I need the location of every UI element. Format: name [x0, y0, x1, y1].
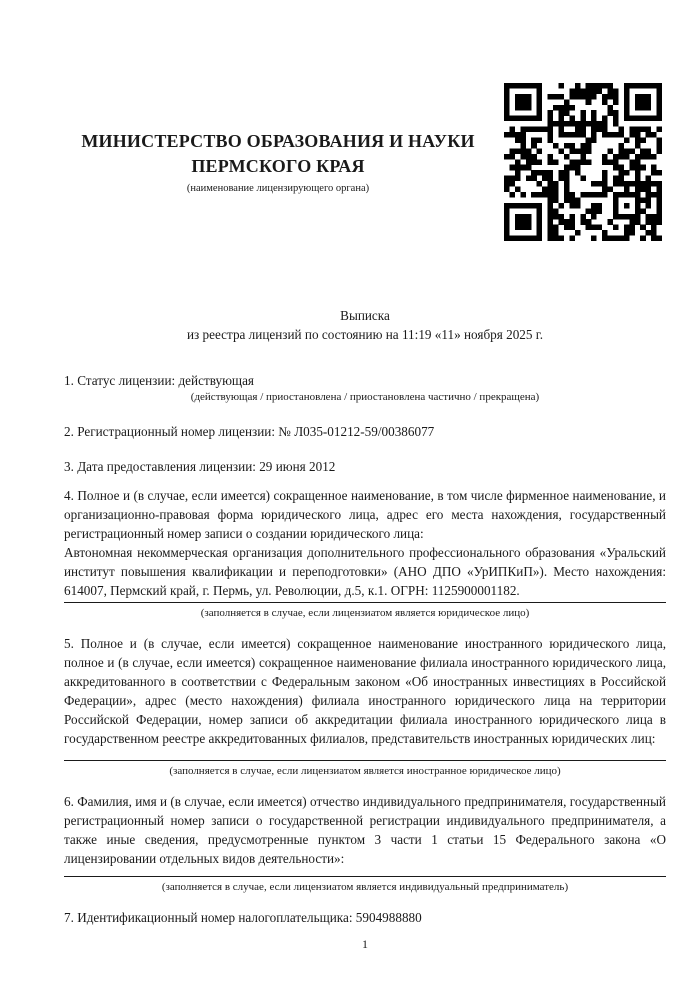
page-number: 1 — [362, 937, 368, 951]
entrepreneur-note: (заполняется в случае, если лицензиатом является индивидуальный предприниматель) — [161, 881, 569, 893]
entrepreneur-rule — [64, 876, 666, 877]
grant-date-line: 3. Дата предоставления лицензии: 29 июня 2012 — [64, 459, 336, 474]
foreign-entity-note: (заполняется в случае, если лицензиатом является иностранное юридическое лицо) — [169, 765, 561, 777]
legal-entity-value: Автономная некоммерческая организация дополнительного профессионального образования «Уральский институт повышения квалификации и переподготовки» (АНО ДПО «УрИПКиП»). Место нахождения: 614007, Пермский край, г. Пермь, ул. Революции, д.5, к.1. ОГРН: 1125900001182. — [64, 545, 666, 598]
legal-entity-rule — [64, 602, 666, 603]
ministry-name-line1: МИНИСТЕРСТВО ОБРАЗОВАНИЯ И НАУКИ — [81, 131, 475, 151]
legal-entity-section — [64, 486, 666, 620]
licensing-authority-note: (наименование лицензирующего органа) — [186, 183, 370, 194]
ministry-name-line2: ПЕРМСКОГО КРАЯ — [191, 156, 365, 176]
foreign-entity-rule — [64, 760, 666, 761]
entrepreneur-prompt: 6. Фамилия, имя и (в случае, если имеется) отчество индивидуального предпринимателя, государственный регистрационный номер записи о государственной регистрации индивидуального предпринимателя, а также иные сведения, предусмотренные пунктом 3 части 1 статьи 15 Федерального закона «О лицензировании отдельных видов деятельности»: — [64, 794, 666, 866]
foreign-entity-prompt: 5. Полное и (в случае, если имеется) сокращенное наименование иностранного юридического лица, полное и (в случае, если имеется) сокращенное наименование филиала иностранного юридического лица, аккредитованного в соответствии с Федеральным законом «Об иностранных инвестициях в Российской Федерации», адрес (место нахождения) филиала иностранного юридического лица на территории Российской Федерации, номер записи об аккредитации филиала иностранного юридического лица в государственном реестре аккредитованных филиалов, представительств иностранных юридических лиц: — [64, 636, 666, 746]
document-title-block — [64, 306, 666, 344]
foreign-entity-section — [64, 634, 666, 778]
registration-number-line: 2. Регистрационный номер лицензии: № Л035-01212-59/00386077 — [64, 424, 435, 439]
status-options-note: (действующая / приостановлена / приостановлена частично / прекращена) — [190, 391, 540, 403]
entrepreneur-section — [64, 792, 666, 894]
document-title: Выписка — [340, 308, 390, 323]
document-header — [64, 0, 666, 245]
inn-line: 7. Идентификационный номер налогоплательщика: 5904988880 — [64, 910, 422, 925]
qr-code — [504, 83, 662, 241]
extract-date-line: из реестра лицензий по состоянию на 11:19 «11» ноября 2025 г. — [186, 327, 544, 342]
legal-entity-prompt: 4. Полное и (в случае, если имеется) сокращенное наименование, в том числе фирменное наименование, и организационно-правовая форма юридического лица, адрес его места нахождения, государственный регистрационный номер записи о создании юридического лица: — [64, 488, 666, 541]
license-status-line: 1. Статус лицензии: действующая — [64, 373, 255, 388]
licensing-authority-block — [66, 129, 490, 194]
legal-entity-note: (заполняется в случае, если лицензиатом является юридическое лицо) — [200, 607, 530, 619]
